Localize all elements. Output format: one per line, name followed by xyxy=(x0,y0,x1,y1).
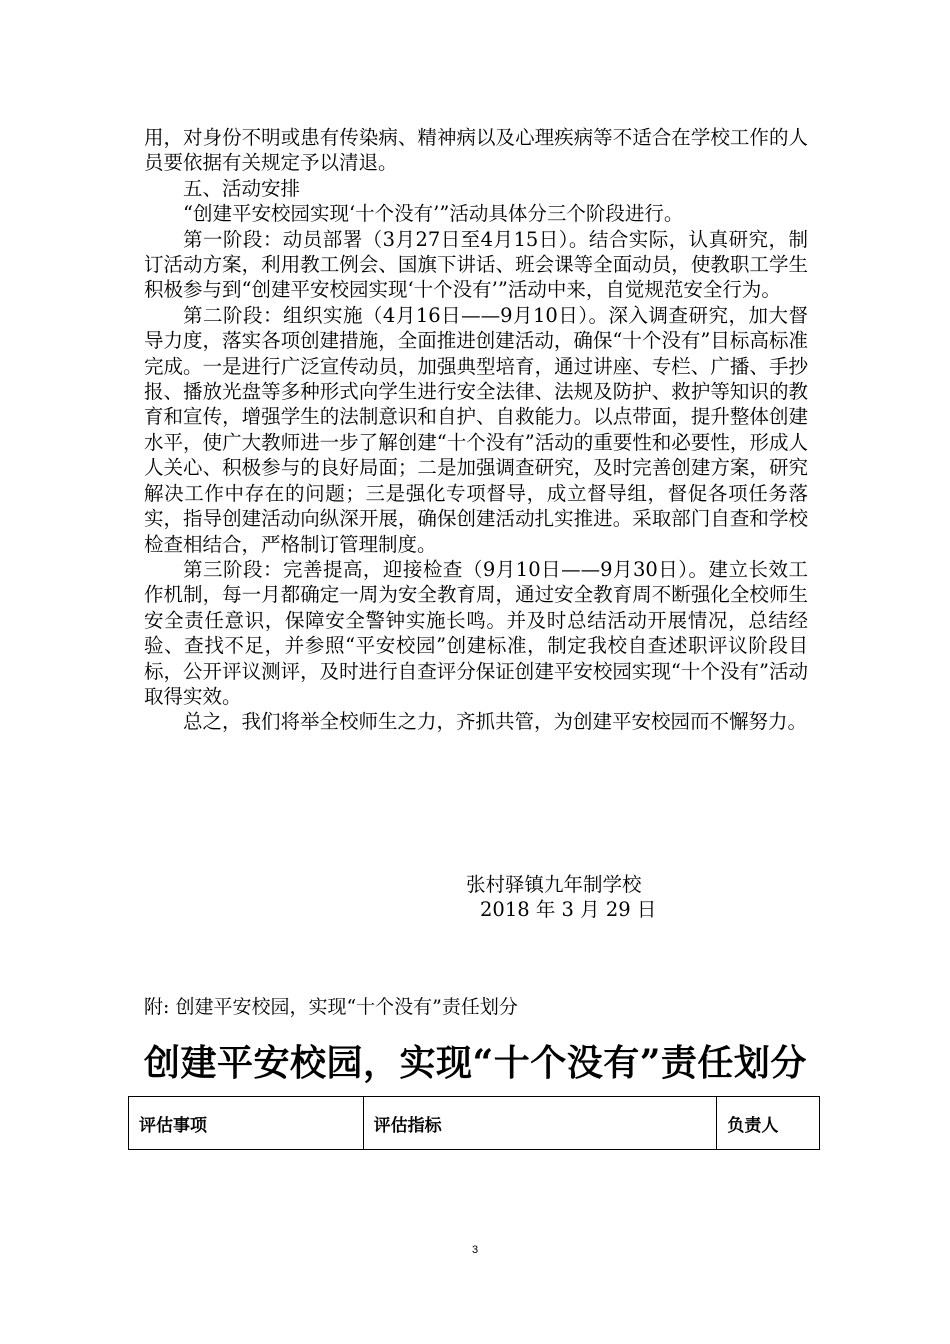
paragraph-stage-two: 第二阶段：组织实施（4月16日——9月10日）。深入调查研究，加大督导力度，落实各项创建措施，全面推进创建活动，确保“十个没有”目标高标准完成。一是进行广泛宣传动员，加强典型培育，通过讲座、专栏、广播、手抄报、播放光盘等多种形式向学生进行安全法律、法规及防护、救护等知识的教育和宣传，增强学生的法制意识和自护、自救能力。以点带面，提升整体创建水平，使广大教师进一步了解创建“十个没有”活动的重要性和必要性，形成人人关心、积极参与的良好局面；二是加强调查研究，及时完善创建方案，研究解决工作中存在的问题；三是强化专项督导，成立督导组，督促各项任务落实，指导创建活动向纵深开展，确保创建活动扎实推进。采取部门自查和学校检查相结合，严格制订管理制度。 xyxy=(144,303,808,556)
signature-block xyxy=(466,872,656,923)
paragraph-conclusion: 总之，我们将举全校师生之力，齐抓共管，为创建平安校园而不懈努力。 xyxy=(183,710,808,734)
paragraph-three-stages: “创建平安校园实现‘十个没有’”活动具体分三个阶段进行。 xyxy=(183,202,684,226)
responsibility-table xyxy=(128,1096,820,1150)
page-number: 3 xyxy=(471,1244,479,1256)
document-body xyxy=(144,125,808,735)
table-header-row xyxy=(129,1097,820,1150)
table-header-responsible-person: 负责人 xyxy=(717,1097,820,1150)
paragraph-stage-three: 第三阶段：完善提高，迎接检查（9月10日——9月30日）。建立长效工作机制，每一月都确定一周为安全教育周，通过安全教育周不断强化全校师生安全责任意识，保障安全警钟实施长鸣。并及时总结活动开展情况，总结经验、查找不足，并参照“平安校园”创建标准，制定我校自查述职评议阶段目标，公开评议测评，及时进行自查评分保证创建平安校园实现“十个没有”活动取得实效。 xyxy=(144,557,808,708)
section-heading-activity-arrangement: 五、活动安排 xyxy=(183,176,301,200)
signature-organization: 张村驿镇九年制学校 xyxy=(466,873,642,896)
table-heading: 创建平安校园，实现“十个没有”责任划分 xyxy=(144,1042,807,1084)
paragraph-stage-one: 第一阶段：动员部署（3月27日至4月15日）。结合实际，认真研究，制订活动方案，利用教工例会、国旗下讲话、班会课等全面动员，使教职工学生积极参与到“创建平安校园实现‘十个没有’”活动中来，自觉规范安全行为。 xyxy=(144,227,808,302)
table-header-assessment-item: 评估事项 xyxy=(129,1097,364,1150)
appendix-note: 附: 创建平安校园，实现“十个没有”责任划分 xyxy=(144,996,518,1018)
table-header-assessment-indicator: 评估指标 xyxy=(363,1097,717,1150)
signature-date: 2018 年 3 月 29 日 xyxy=(480,898,657,922)
paragraph-continuation: 用，对身份不明或患有传染病、精神病以及心理疾病等不适合在学校工作的人员要依据有关规定予以清退。 xyxy=(144,126,808,175)
